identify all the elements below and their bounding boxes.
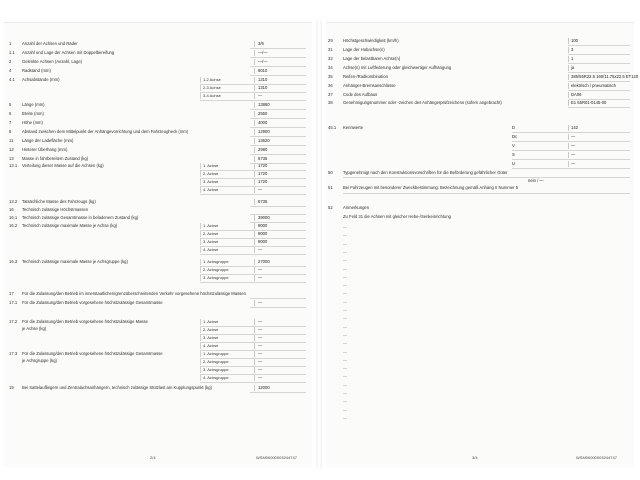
remarks-dash: — <box>343 224 347 229</box>
field-label: Kennwerte <box>343 125 364 130</box>
field-value: ja <box>568 65 633 71</box>
section-rule <box>343 193 630 194</box>
field-value: 3/6 <box>254 41 306 47</box>
kennwert-key: D <box>512 125 516 130</box>
remarks-dash: — <box>343 298 347 304</box>
page-gutter <box>316 20 322 468</box>
field-value: elektrisch / pneumatisch <box>568 83 633 89</box>
value-rule <box>250 298 306 299</box>
field-number: 16.2 <box>9 223 18 228</box>
field-label: Länge (mm) <box>22 102 45 107</box>
sub-rule <box>200 100 306 101</box>
field-number: 52 <box>328 205 333 210</box>
reg-axle-value: — <box>254 327 306 333</box>
field-number: 5 <box>9 102 12 107</box>
field-label: Typgenehmigt nach den Konstruktionsvorschriften für die Beförderung gefährlicher Güter <box>343 170 508 175</box>
value-rule <box>568 45 630 46</box>
field-number: 38 <box>328 100 333 105</box>
max-per-group-label: 3. Achsgruppe <box>200 275 253 281</box>
value-rule <box>250 392 306 393</box>
section-rule <box>343 177 630 178</box>
remarks-dash: — <box>343 232 347 238</box>
max-per-axle-value: 9000 <box>254 231 306 237</box>
field-label: Code des Aufbaus <box>343 92 378 97</box>
field-label: Für die Zulassung/den Betrieb vorgesehene höchstzulässige Gesamtmasse <box>22 351 163 356</box>
field-value: 4000 <box>254 120 306 126</box>
kennwert-key: V <box>512 143 515 148</box>
max-per-axle-label: 4. Achse <box>200 247 253 253</box>
field-number: 11 <box>9 138 14 143</box>
value-rule <box>250 307 306 308</box>
field-label: Genehmigungsnummer oder -zeichen des Anhängerprüfzeichens (sofern angebracht) <box>343 100 502 105</box>
remarks-dash: — <box>343 390 347 395</box>
reg-group-label: 2. Achsgruppe <box>200 359 253 365</box>
value-rule <box>250 145 306 146</box>
reg-axle-label: 2. Achse <box>200 327 253 333</box>
field-label: Verteilung dieser Masse auf die Achsen (kg) <box>22 163 104 168</box>
field-value: 8010 <box>254 68 306 74</box>
value-rule <box>568 63 630 64</box>
kennwert-rule <box>512 168 630 169</box>
field-number: 7 <box>9 120 12 125</box>
field-number: 29 <box>328 38 333 43</box>
reg-axle-value: — <box>254 335 306 341</box>
max-per-group-value: — <box>254 275 306 281</box>
field-value: —/— <box>254 59 306 65</box>
value-rule <box>250 109 306 110</box>
mass-distribution-value: 1720 <box>254 171 306 177</box>
kennwert-rule <box>512 150 630 151</box>
field-number: 13 <box>9 156 14 161</box>
field-label: Radstand (mm) <box>22 68 51 73</box>
remarks-dash: — <box>343 257 347 263</box>
sub-rule <box>200 254 306 255</box>
remarks-dash: — <box>343 406 347 412</box>
axle-spacing-value: — <box>254 93 306 99</box>
mass-distribution-label: 4. Achse <box>200 187 253 193</box>
remarks-dash: — <box>343 340 347 346</box>
field-number: 8 <box>9 129 12 134</box>
field-number: 50 <box>328 170 333 175</box>
field-number: 51 <box>328 185 333 190</box>
value-rule <box>250 127 306 128</box>
reg-group-value: — <box>254 375 306 381</box>
remarks-dash: — <box>343 240 347 246</box>
field-value: 3 <box>568 47 633 53</box>
mass-distribution-label: 3. Achse <box>200 179 253 185</box>
field-value: — <box>254 300 306 306</box>
field-number: 32 <box>328 56 333 61</box>
reg-group-label: 4. Achsgruppe <box>200 375 253 381</box>
field-number: 31 <box>328 47 333 52</box>
max-per-group-value: — <box>254 267 306 273</box>
reg-axle-label: 1. Achse <box>200 319 253 325</box>
value-rule <box>568 54 630 55</box>
dg-answer: nein / — <box>528 178 544 183</box>
field-label: Anzahl der Achsen und Räder <box>22 41 78 46</box>
max-per-axle-label: 1. Achse <box>200 223 253 229</box>
remarks-dash: — <box>343 248 347 254</box>
field-number: 17 <box>9 291 14 296</box>
field-number: 13.1 <box>9 163 18 168</box>
sub-rule <box>200 282 306 283</box>
kennwert-value: 142 <box>568 125 633 131</box>
remarks-dash: — <box>343 307 347 312</box>
field-label: Höhe (mm) <box>22 120 43 125</box>
field-number: 45.1 <box>328 125 337 130</box>
value-rule <box>250 206 306 207</box>
value-rule <box>250 154 306 155</box>
remarks-dash: — <box>343 265 347 271</box>
value-rule <box>250 136 306 137</box>
kennwert-key: S <box>512 152 515 157</box>
remarks-line: Zu Feld 31 die Achsen mit gleicher Hebe-/Senkeinrichtung <box>343 214 452 219</box>
field-value: DA06 <box>568 92 633 98</box>
remarks-dash: — <box>343 331 347 337</box>
field-number: 16 <box>9 207 14 212</box>
sub-rule <box>200 194 306 195</box>
axle-spacing-value: 1310 <box>254 85 306 91</box>
value-rule <box>250 66 306 67</box>
max-per-group-label: 2. Achsgruppe <box>200 267 253 273</box>
field-label: Reifen-/Radkombination <box>343 74 388 79</box>
mass-distribution-value: — <box>254 187 306 193</box>
remarks-dash: — <box>343 315 347 321</box>
reg-axle-value: — <box>254 343 306 349</box>
field-number: 17.3 <box>9 351 18 356</box>
field-label: Für die Zulassung/den Betrieb vorgesehene höchstzulässige Masse <box>22 319 148 324</box>
kennwert-rule <box>512 141 630 142</box>
field-number: 17.2 <box>9 319 18 324</box>
field-value: 39000 <box>254 215 306 221</box>
field-label: Technisch zulässige maximale Masse je Achsgruppe (kg) <box>22 259 128 264</box>
remarks-dash: — <box>343 398 347 404</box>
axle-spacing-label: 3-4 Achse <box>200 93 253 99</box>
kennwert-value: — <box>568 152 633 158</box>
field-number: 13.2 <box>9 199 18 204</box>
field-label: Masse in fahrbereitem Zustand (kg) <box>22 156 89 161</box>
remarks-dash: — <box>343 381 347 387</box>
field-label: Hinterer Überhang (mm) <box>22 147 68 152</box>
mass-distribution-label: 2. Achse <box>200 171 253 177</box>
field-value: 2980 <box>254 147 306 153</box>
field-label: Achsabstände (mm) <box>22 77 60 82</box>
page-number: 3/4 <box>472 455 478 460</box>
document-id: WSM00000003244747 <box>256 455 297 460</box>
mass-distribution-value: 1720 <box>254 179 306 185</box>
field-label: Für die Zulassung/den Betrieb vorgesehene höchstzulässige Gesamtmasse <box>22 300 163 305</box>
value-rule <box>568 81 630 82</box>
remarks-dash: — <box>343 282 347 288</box>
field-value: 6735 <box>254 156 306 162</box>
field-label: Technisch zulässige Höchstmassen <box>22 207 89 212</box>
remarks-dash: — <box>343 348 347 354</box>
max-per-axle-value: 9000 <box>254 223 306 229</box>
field-number: 4 <box>9 68 12 73</box>
field-number: 17.1 <box>9 300 18 305</box>
value-rule <box>250 118 306 119</box>
remarks-dash: — <box>343 414 347 420</box>
reg-axle-label: 3. Achse <box>200 335 253 341</box>
field-label: Breite (mm) <box>22 111 44 116</box>
field-label: Tatsächliche Masse des Fahrzeugs (kg) <box>22 199 96 204</box>
reg-axle-value: — <box>254 319 306 325</box>
document-id: WSM00000003244747 <box>576 455 617 460</box>
reg-group-label: 1. Achsgruppe <box>200 351 253 357</box>
remarks-dash: — <box>343 290 347 296</box>
field-number: 16.1 <box>9 215 18 220</box>
field-number: 1.1 <box>9 50 15 55</box>
field-value: 100 <box>568 38 633 44</box>
remarks-dash: — <box>343 356 347 362</box>
max-per-group-value: 27000 <box>254 259 306 265</box>
field-label-cont: je Achse (kg) <box>22 326 47 331</box>
mass-distribution-label: 1. Achse <box>200 163 253 169</box>
field-value: 13880 <box>254 102 306 108</box>
field-number: 16.3 <box>9 259 18 264</box>
reg-axle-label: 4. Achse <box>200 343 253 349</box>
field-label: Anmerkungen <box>343 205 370 210</box>
max-per-axle-label: 3. Achse <box>200 239 253 245</box>
field-label: Höchstgeschwindigkeit (km/h) <box>343 38 399 43</box>
value-rule <box>250 57 306 58</box>
max-per-axle-value: — <box>254 247 306 253</box>
reg-group-value: — <box>254 359 306 365</box>
mass-distribution-value: 1720 <box>254 163 306 169</box>
remarks-dash: — <box>343 273 347 279</box>
field-number: 12 <box>9 147 14 152</box>
remarks-dash: — <box>343 365 347 371</box>
max-per-axle-label: 2. Achse <box>200 231 253 237</box>
field-value: 12900 <box>254 129 306 135</box>
field-label: Für die Zulassung/den Betrieb im innerstaatlichen/grenzüberschreitenden Verkehr vorgesehene höchstzulässige Massen <box>22 291 246 296</box>
kennwert-key: Dc <box>512 134 518 139</box>
field-label: Abstand zwischen dem Mittelpunkt der Anhängevorrichtung und dem Fahrzeugheck (mm) <box>22 129 189 134</box>
field-number: 4.1 <box>9 77 15 82</box>
field-number: 2 <box>9 59 12 64</box>
kennwert-value: — <box>568 134 633 140</box>
max-per-group-label: 1. Achsgruppe <box>200 259 253 265</box>
field-number: 19 <box>9 385 14 390</box>
field-label: Lage der belastbaren Achse(n) <box>343 56 401 61</box>
kennwert-key: U <box>512 161 516 166</box>
field-value: —/— <box>254 50 306 56</box>
axle-spacing-value: 1310 <box>254 77 306 83</box>
field-value: 6735 <box>254 199 306 205</box>
value-rule <box>250 75 306 76</box>
field-number: 34 <box>328 65 333 70</box>
field-number: 36 <box>328 83 333 88</box>
value-rule <box>568 72 630 73</box>
field-label: Technisch zulässige maximale Masse je Achse (kg) <box>22 223 118 228</box>
field-value: 2550 <box>254 111 306 117</box>
reg-group-label: 3. Achsgruppe <box>200 367 253 373</box>
kennwert-rule <box>512 159 630 160</box>
remarks-dash: — <box>343 373 347 379</box>
kennwert-value: — <box>568 161 633 167</box>
field-value: 1 <box>568 56 633 62</box>
field-label: Bei Fahrzeugen mit besonderer Zweckbestimmung: Bezeichnung gemäß Anhang II Nummer 5 <box>343 185 519 190</box>
page-number: 2/4 <box>150 455 156 460</box>
value-rule <box>250 48 306 49</box>
field-label: Technisch zulässige Gesamtmasse in beladenem Zustand (kg) <box>22 215 139 220</box>
remarks-dash: — <box>343 323 347 329</box>
axle-spacing-label: 1-2 Achse <box>200 77 253 83</box>
kennwert-rule <box>512 132 630 133</box>
field-label: Achse(n) mit Luftfederung oder gleichwertiger Aufhängung <box>343 65 452 70</box>
field-label: Anzahl und Lage der Achsen mit Doppelbereifung <box>22 50 115 55</box>
field-value: 385/55R22.5 160/11.75x22.5 ET120 <box>568 74 633 80</box>
reg-group-value: — <box>254 351 306 357</box>
field-number: 35 <box>328 74 333 79</box>
kennwert-value: — <box>568 143 633 149</box>
value-rule <box>568 107 630 108</box>
value-rule <box>568 90 630 91</box>
field-number: 1 <box>9 41 12 46</box>
field-label-cont: je Achsgruppe (kg) <box>22 358 57 363</box>
document-page-right <box>326 22 639 467</box>
field-label: Länge der Ladefläche (mm) <box>22 138 74 143</box>
field-value: E1 55R01-0145-00 <box>568 100 633 106</box>
field-value: 12000 <box>254 385 306 391</box>
field-number: 6 <box>9 111 12 116</box>
sub-rule <box>200 382 306 383</box>
field-label: Anhänger-Bremsanschlüsse <box>343 83 396 88</box>
axle-spacing-label: 2-3 Achse <box>200 85 253 91</box>
field-label: Lage der Hubachse(n) <box>343 47 385 52</box>
max-per-axle-value: 9000 <box>254 239 306 245</box>
field-label: Bei Sattelaufliegern und Zentralachsanhängern, technisch zulässige Stützlast am Kupplungspunkt (kg) <box>22 385 212 390</box>
field-value: 13620 <box>254 138 306 144</box>
field-label: Gelenkte Achsen (Anzahl, Lage) <box>22 59 83 64</box>
field-number: 37 <box>328 92 333 97</box>
reg-group-value: — <box>254 367 306 373</box>
document-page-left <box>4 22 312 467</box>
